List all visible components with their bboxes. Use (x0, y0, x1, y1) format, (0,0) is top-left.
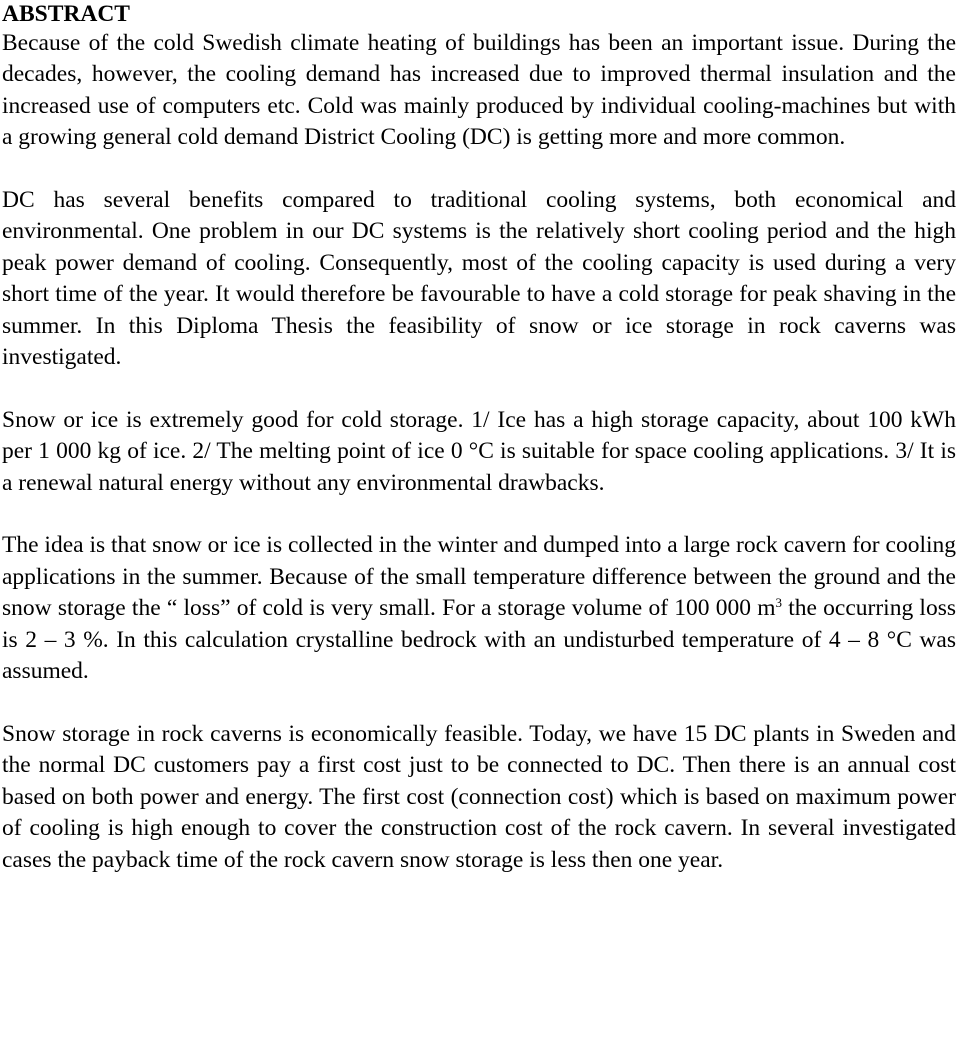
paragraph-4-text-after: the occurring loss is 2 – 3 %. In this calculation crystalline bedrock with an undisturbed temperature of 4 – 8 °C was assumed. (2, 595, 956, 685)
abstract-heading: ABSTRACT (2, 1, 130, 27)
cubic-superscript: 3 (775, 595, 782, 611)
paragraph-1: Because of the cold Swedish climate heating of buildings has been an important issue. During the decades, however, the cooling demand has increased due to improved thermal insulation and the increased use of computers etc. Cold was mainly produced by individual cooling-machines but with a growing general cold demand District Cooling (DC) is getting more and more common. (2, 30, 956, 151)
paragraph-4-text-before: The idea is that snow or ice is collected in the winter and dumped into a large rock cavern for cooling applications in the summer. Because of the small temperature difference between the ground and the snow storage the “ loss” of cold is very small. For a storage volume of 100 000 m (2, 532, 956, 622)
paragraph-3: Snow or ice is extremely good for cold storage. 1/ Ice has a high storage capacity, about 100 kWh per 1 000 kg of ice. 2/ The melting point of ice 0 °C is suitable for space cooling applications. 3/ It is a renewal natural energy without any environmental drawbacks. (2, 406, 956, 496)
paragraph-2: DC has several benefits compared to traditional cooling systems, both economical and environmental. One problem in our DC systems is the relatively short cooling period and the high peak power demand of cooling. Consequently, most of the cooling capacity is used during a very short time of the year. It would therefore be favourable to have a cold storage for peak shaving in the summer. In this Diploma Thesis the feasibility of snow or ice storage in rock caverns was investigated. (2, 187, 956, 371)
paragraph-5: Snow storage in rock caverns is economically feasible. Today, we have 15 DC plants in Sweden and the normal DC customers pay a first cost just to be connected to DC. Then there is an annual cost based on both power and energy. The first cost (connection cost) which is based on maximum power of cooling is high enough to cover the construction cost of the rock cavern. In several investigated cases the payback time of the rock cavern snow storage is less then one year. (2, 720, 956, 873)
paragraph-4 (2, 530, 956, 687)
